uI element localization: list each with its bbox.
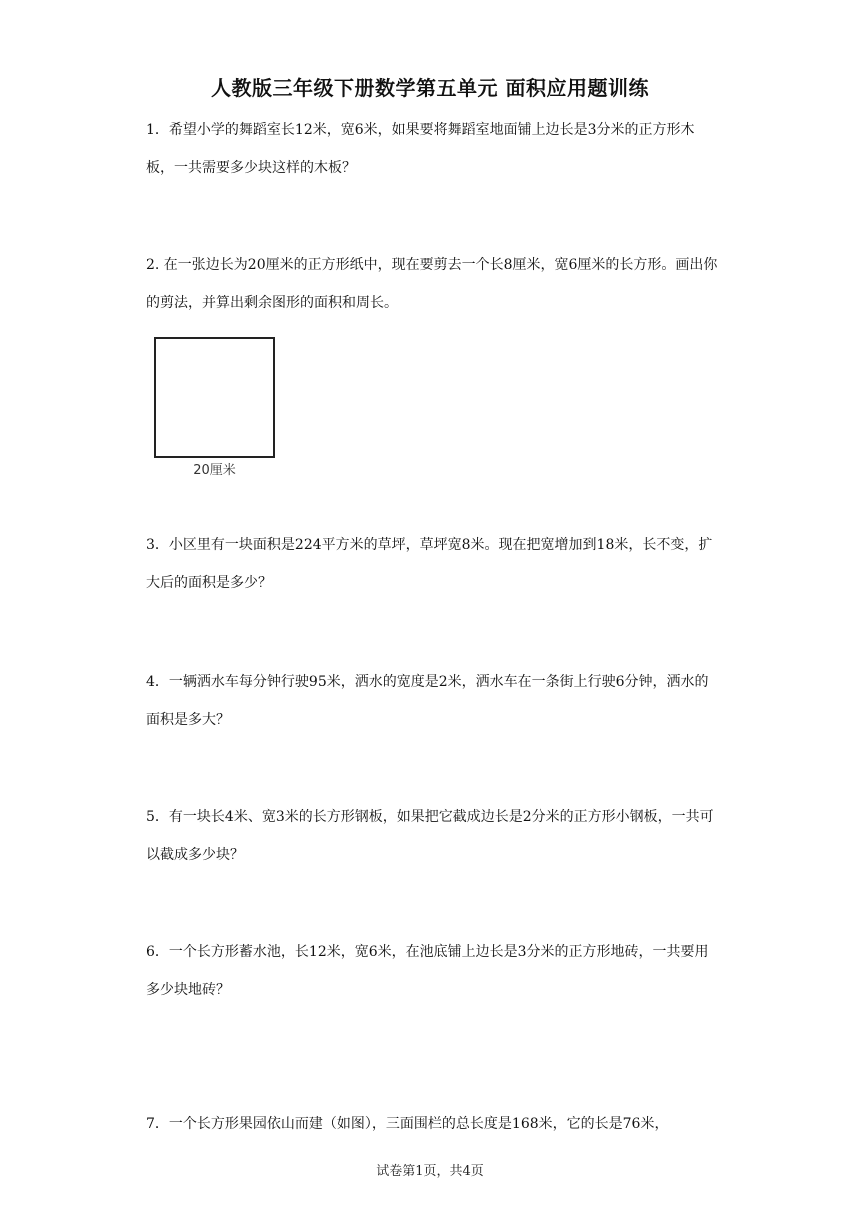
page-title: 人教版三年级下册数学第五单元 面积应用题训练 xyxy=(211,76,649,100)
question-3: 3．小区里有一块面积是224平方米的草坪，草坪宽8米。现在把宽增加到18米，长不变，扩大后的面积是多少？ xyxy=(146,537,713,591)
question-5: 5．有一块长4米、宽3米的长方形钢板，如果把它截成边长是2分米的正方形小钢板，一共可以截成多少块？ xyxy=(146,809,714,863)
square-figure-label: 20厘米 xyxy=(193,463,236,478)
question-7: 7．一个长方形果园依山而建（如图），三面围栏的总长度是168米，它的长是76米， xyxy=(146,1116,669,1132)
square-figure xyxy=(154,337,275,458)
question-4: 4．一辆洒水车每分钟行驶95米，洒水的宽度是2米，洒水车在一条街上行驶6分钟，洒水的面积是多大？ xyxy=(146,674,709,728)
question-6: 6．一个长方形蓄水池，长12米，宽6米，在池底铺上边长是3分米的正方形地砖，一共要用多少块地砖？ xyxy=(146,944,709,998)
page-footer: 试卷第1页，共4页 xyxy=(376,1164,484,1179)
question-1: 1．希望小学的舞蹈室长12米，宽6米，如果要将舞蹈室地面铺上边长是3分米的正方形木板，一共需要多少块这样的木板？ xyxy=(146,122,695,176)
question-2: 2. 在一张边长为20厘米的正方形纸中，现在要剪去一个长8厘米，宽6厘米的长方形。画出你的剪法，并算出剩余图形的面积和周长。 xyxy=(146,257,718,311)
